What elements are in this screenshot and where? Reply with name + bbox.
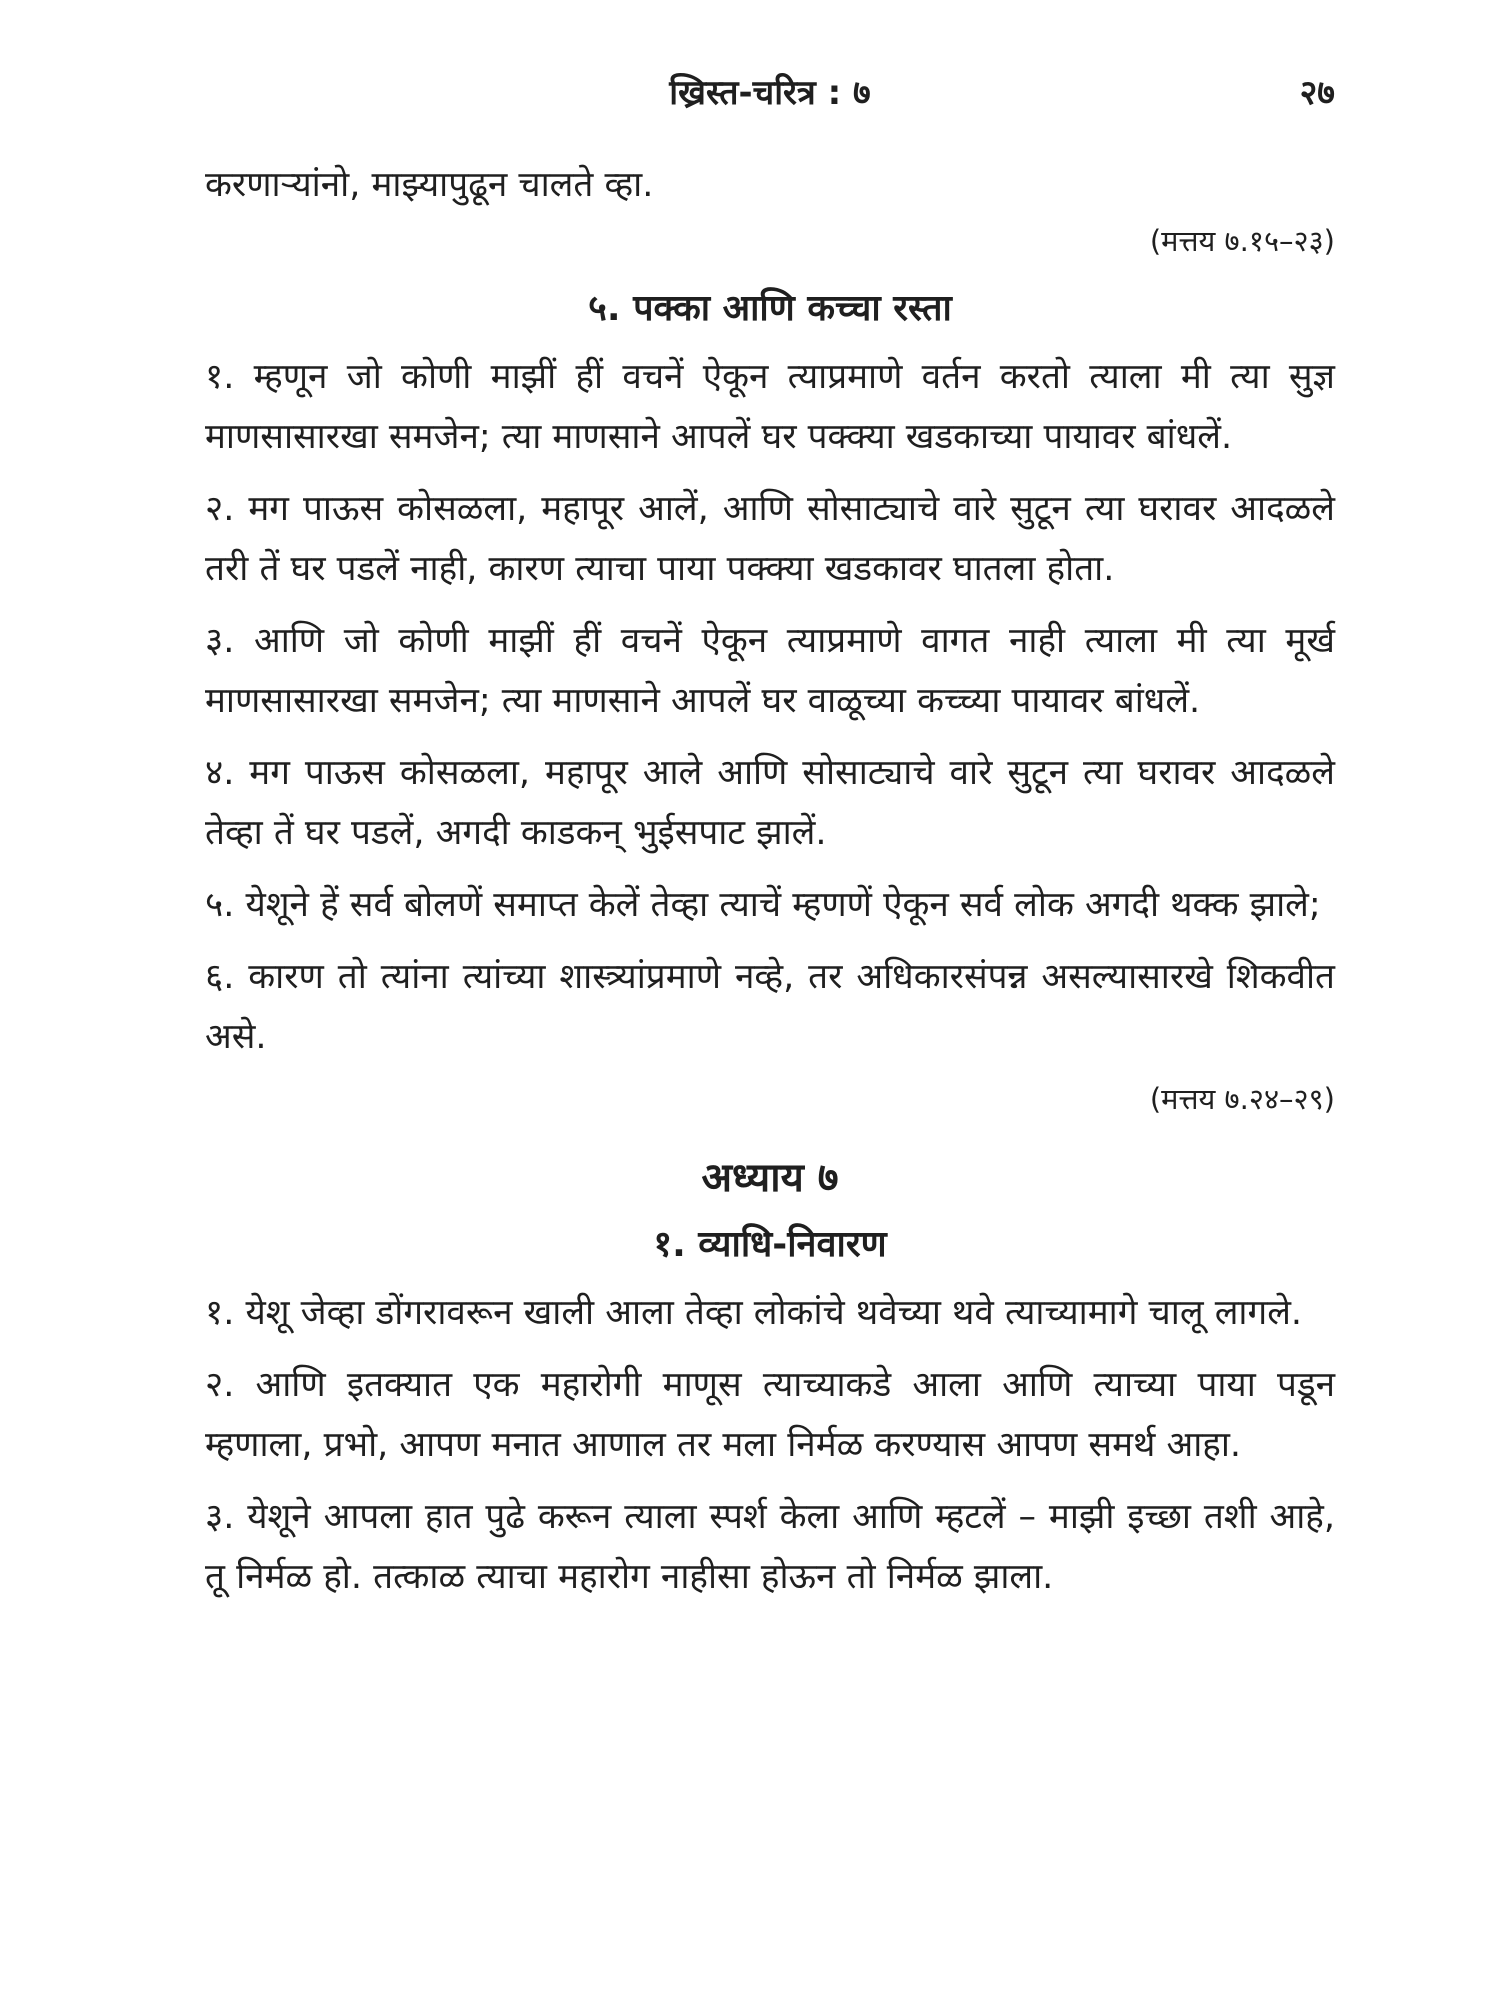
section-heading: १. व्याधि-निवारण xyxy=(653,1224,887,1265)
verse: ३. आणि जो कोणी माझीं हीं वचनें ऐकून त्याप्रमाणे वागत नाही त्याला मी त्या मूर्ख माणसासारखा समजेन; त्या माणसाने आपलें घर वाळूच्या कच्च्या पायावर बांधलें. xyxy=(205,621,1335,721)
continuation-text: करणाऱ्यांनो, माझ्यापुढून चालते व्हा. xyxy=(205,165,654,205)
scripture-reference: (मत्तय ७.२४–२९) xyxy=(1149,1082,1335,1116)
page-number: २७ xyxy=(1299,73,1335,113)
running-title: ख्रिस्त-चरित्र : ७ xyxy=(669,73,871,113)
verse: २. मग पाऊस कोसळला, महापूर आलें, आणि सोसाट्याचे वारे सुटून त्या घरावर आदळले तरी तें घर पडलें नाही, कारण त्याचा पाया पक्क्या खडकावर घातला होता. xyxy=(205,489,1335,589)
verse: ४. मग पाऊस कोसळला, महापूर आले आणि सोसाट्याचे वारे सुटून त्या घरावर आदळले तेव्हा तें घर पडलें, अगदी काडकन् भुईसपाट झालें. xyxy=(205,753,1335,853)
scripture-reference: (मत्तय ७.१५–२३) xyxy=(1149,224,1335,258)
verse: १. येशू जेव्हा डोंगरावरून खाली आला तेव्हा लोकांचे थवेच्या थवे त्याच्यामागे चालू लागले. xyxy=(205,1293,1303,1333)
verse: १. म्हणून जो कोणी माझीं हीं वचनें ऐकून त्याप्रमाणे वर्तन करतो त्याला मी त्या सुज्ञ माणसासारखा समजेन; त्या माणसाने आपलें घर पक्क्या खडकाच्या पायावर बांधलें. xyxy=(205,357,1335,457)
verse: ६. कारण तो त्यांना त्यांच्या शास्त्र्यांप्रमाणे नव्हे, तर अधिकारसंपन्न असल्यासारखे शिकवीत असे. xyxy=(205,957,1335,1057)
verse: २. आणि इतक्यात एक महारोगी माणूस त्याच्याकडे आला आणि त्याच्या पाया पडून म्हणाला, प्रभो, आपण मनात आणाल तर मला निर्मळ करण्यास आपण समर्थ आहा. xyxy=(205,1365,1335,1465)
page-header xyxy=(205,68,1335,128)
page-content xyxy=(205,155,1335,1619)
verse: ३. येशूने आपला हात पुढे करून त्याला स्पर्श केला आणि म्हटलें – माझी इच्छा तशी आहे, तू निर्मळ हो. तत्काळ त्याचा महारोग नाहीसा होऊन तो निर्मळ झाला. xyxy=(205,1497,1335,1597)
section-heading: ५. पक्का आणि कच्चा रस्ता xyxy=(588,288,952,329)
verse: ५. येशूने हें सर्व बोलणें समाप्त केलें तेव्हा त्याचें म्हणणें ऐकून सर्व लोक अगदी थक्क झाले; xyxy=(205,885,1321,925)
chapter-heading: अध्याय ७ xyxy=(701,1155,839,1201)
